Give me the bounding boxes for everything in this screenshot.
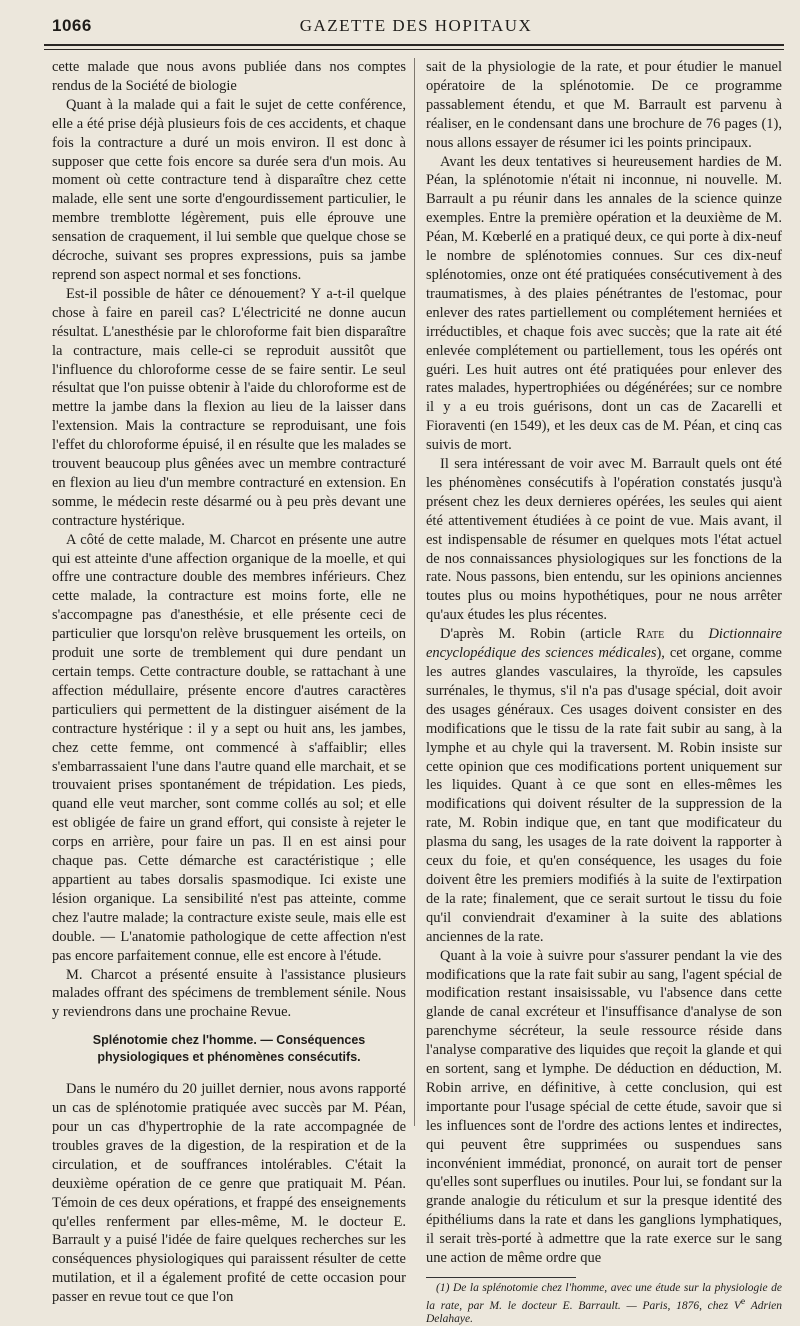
italic-title: Dictionnaire encyclopédique des sciences médicales [426, 626, 783, 662]
paragraph: Avant les deux tentatives si heureusement hardies de M. Péan, la splénotomie n'était ni inconnue, ni nouvelle. M. Barrault a pu réunir dans les annales de la science quinze exemples. Entre la première opération et la deuxième de M. Péan, M. Kœberlé en a pratiqué deux, ce qui porte à dix-neuf le nombre de splénotomies connues. Sur ces dix-neuf splénotomies, onze ont été pratiquées consécutivement à des traumatismes, à des plaies pénétrantes de l'estomac, pour enlever des rates partiellement ou complétement herniées et irréductibles, et chaque fois avec succès; que la rate ait été enlevée complétement ou partiellement, tous les opérés ont guéri. Les huit autres ont été pratiquées pour enlever des rates malades, hypertrophiées ou dégénérées; sur ce nombre il y a eu trois guérisons, dont un cas de Zacarelli et Fioraventi (en 1549), et les deux cas de M. Péan, et cinq cas suivis de mort. [426, 153, 782, 454]
paragraph: Est-il possible de hâter ce dénouement? Y a-t-il quelque chose à faire en pareil cas? L'électricité ne donne aucun résultat. L'anesthésie par le chloroforme fait bien disparaître la contracture, mais celle-ci se reproduit aussitôt que l'influence du chloroforme cesse de se faire sentir. Le seul résultat que l'on puisse obtenir à l'aide du chloroforme est de mettre la jambe dans la flexion au lieu de la laisser dans l'extension. Mais la contracture se reproduisant, une fois l'effet du chloroforme épuisé, il en résulte que les malades se trouvent beaucoup plus gênées avec un membre contracturé en flexion au lieu d'un membre contracturé en extension. En somme, le médecin reste désarmé ou à peu près devant une contracture hystérique. [52, 285, 406, 529]
text-run: D'après M. Robin (article [440, 626, 637, 643]
small-caps-term: Rate [636, 626, 665, 643]
header-rule-thin [44, 49, 784, 50]
paragraph: Dans le numéro du 20 juillet dernier, nous avons rapporté un cas de splénotomie pratiquée avec succès par M. Péan, pour un cas d'hypertrophie de la rate accompagnée de troubles graves de la digestion, de la respiration et de la circulation, et de souffrances intolérables. C'était la deuxième opération de ce genre que pratiquait M. Péan. Témoin de ces deux opérations, et frappé des enseignements qu'elles renferment par elles-même, M. le docteur E. Barrault y a puisé l'idée de faire quelques recherches sur les conséquences physiologiques qui paraissent résulter de cette mutilation, et il a également profité de cette occasion pour passer en revue tout ce que l'on [52, 1081, 406, 1306]
paragraph: sait de la physiologie de la rate, et pour étudier le manuel opératoire de la splénotomie. De ce programme passablement étendu, et que M. Barrault est parvenu à réaliser, en le condensant dans une brochure de 76 pages (1), nous allons essayer de résumer ici les points principaux. [426, 59, 782, 151]
right-column [426, 58, 782, 1326]
paragraph: M. Charcot a présenté ensuite à l'assistance plusieurs malades offrant des spécimens de tremblement sénile. Nous y reviendrons dans une prochaine Revue. [52, 966, 406, 1021]
column-divider [414, 58, 415, 1126]
paragraph-robin [426, 625, 782, 946]
paragraph: Il sera intéressant de voir avec M. Barrault quels ont été les phénomènes consécutifs à l'opération constatés jusqu'à présent chez les deux dernieres opérées, les seules qui aient été attentivement étudiées à ce point de vue. Mais avant, il est indispensable de résumer en quelques mots l'état actuel de nos connaissances physiologiques sur les fonctions de la rate. Nous passons, bien entendu, sur les opinions anciennes toutes plus ou moins hypothétiques, pour ne nous arrêter qu'aux études les plus récentes. [426, 456, 782, 624]
page-number: 1066 [52, 16, 92, 35]
footnote-rule [426, 1277, 576, 1278]
paragraph: Quant à la voie à suivre pour s'assurer pendant la vie des modifications que la rate fait subir au sang, l'agent spécial de modification restant insaisissable, vu l'absence dans cette glande de canal excréteur et l'insuffisance d'analyse de son parenchyme sécréteur, la seule ressource réside dans l'analyse comparative des liquides que reçoit la glande et qui en sortent, sang et lymphe. De déduction en déduction, M. Robin arrive, en définitive, à cette conclusion, qui est importante pour l'usage spécial de cette étude, savoir que si les influences sont de l'ordre des actions lentes et indirectes, qui peuvent être supprimées ou suspendues sans inconvénient immédiat, prononcé, on aurait tort de penser qu'elles sont superflues ou inutiles. Pour lui, se fondant sur la grande analogie du réticulum et sur la presque identité des épithéliums dans la rate et dans les ganglions lymphatiques, il serait très-porté à admettre que la rate exerce sur le sang une action de même ordre que [426, 947, 782, 1267]
paragraph: A côté de cette malade, M. Charcot en présente une autre qui est atteinte d'une affection organique de la moelle, et qui offre une contracture double des membres inférieurs. Chez cette malade, la contracture est moins forte, elle ne s'accompagne pas d'anesthésie, et elle présente ceci de particulier que lorsqu'on relève brusquement les orteils, on produit une sorte de tremblement qui dure pendant un certain temps. Cette contracture double, se rattachant à une affection médullaire, présente encore d'autres caractères particuliers qui permettent de la distinguer aisément de la contracture hystérique : il y a sept ou huit ans, les jambes, chez cette femme, ont commencé à s'affaiblir; elles s'embarrassaient l'une dans l'autre quand elle marchait, et se trouvaient prises spontanément de trépidation. Les pieds, quand elle veut marcher, sont comme collés au sol; et elle est obligée de faire un grand effort, qui consiste à rejeter le corps en arrière, pour faire un pas. Il en est ainsi pour chaque pas. Cette démarche est caractéristique ; elle appartient au tabes dorsalis spasmodique. Ici existe une lésion organique. La sensibilité n'est pas atteinte, comme chez l'autre malade; la contracture existe seule, mais elle est double. — L'anatomie pathologique de cette affection n'est pas encore parfaitement connue, elle est encore à l'étude. [52, 531, 406, 964]
journal-title: GAZETTE DES HOPITAUX [299, 16, 533, 35]
page-header [52, 14, 780, 42]
footnote [426, 1282, 782, 1326]
text-run: ), cet organe, comme les autres glandes vasculaires, la thyroïde, les capsules surrénales, le thymus, s'il n'a pas d'usage spécial, doit avoir des usages généraux. Ces usages doivent consister en des modifications que le tissu de la rate fait subir au sang, à la lymphe et au chyle qui la traversent. M. Robin insiste sur cette opinion que ces modifications portent uniquement sur les liquides. Quant à ce que sont en elles-mêmes les modifications qui doivent résulter de la suppression de la rate, M. Robin indique que, en tant que modificateur du plasma du sang, les usages de la rate doivent la rapporter à ceux du foie, et qu'en conséquence, les usages du foie doivent être les premiers modifiés à la suite de l'extirpation de la rate; finalement, que ce serait surtout le tissu du foie qu'il conviendrait d'examiner à la suite des ablations anciennes de la rate. [426, 645, 782, 945]
text-run: du [664, 626, 709, 643]
footnote-sup: e [740, 1296, 746, 1307]
paragraph: cette malade que nous avons publiée dans nos comptes rendus de la Société de biologie [52, 59, 406, 94]
header-rule [44, 44, 784, 46]
footnote-text: Adrien Delahaye. [426, 1299, 782, 1325]
paragraph: Quant à la malade qui a fait le sujet de cette conférence, elle a été prise déjà plusieurs fois de ces accidents, et chaque fois la contracture a duré un mois environ. Il est donc à supposer que cette fois encore sa durée sera d'un mois. Au moment où cette contracture tend à disparaître chez cette malade, elle sent une sorte d'engourdissement particulier, le membre tremblotte légèrement, puis elle éprouve une sensation de craquement, il lui semble que quelque chose se décroche, suivant ses propres expressions, puis sa jambe reprend son aspect normal et ses fonctions. [52, 96, 406, 283]
left-column [52, 58, 406, 1307]
section-title: Splénotomie chez l'homme. — Conséquences physiologiques et phénomènes consécutifs. [92, 1033, 366, 1065]
footnote-text: (1) De la splénotomie chez l'homme, avec une étude sur la physiologie de la rate, par M. le docteur E. Barrault. — Paris, 1876, chez V [426, 1282, 782, 1312]
